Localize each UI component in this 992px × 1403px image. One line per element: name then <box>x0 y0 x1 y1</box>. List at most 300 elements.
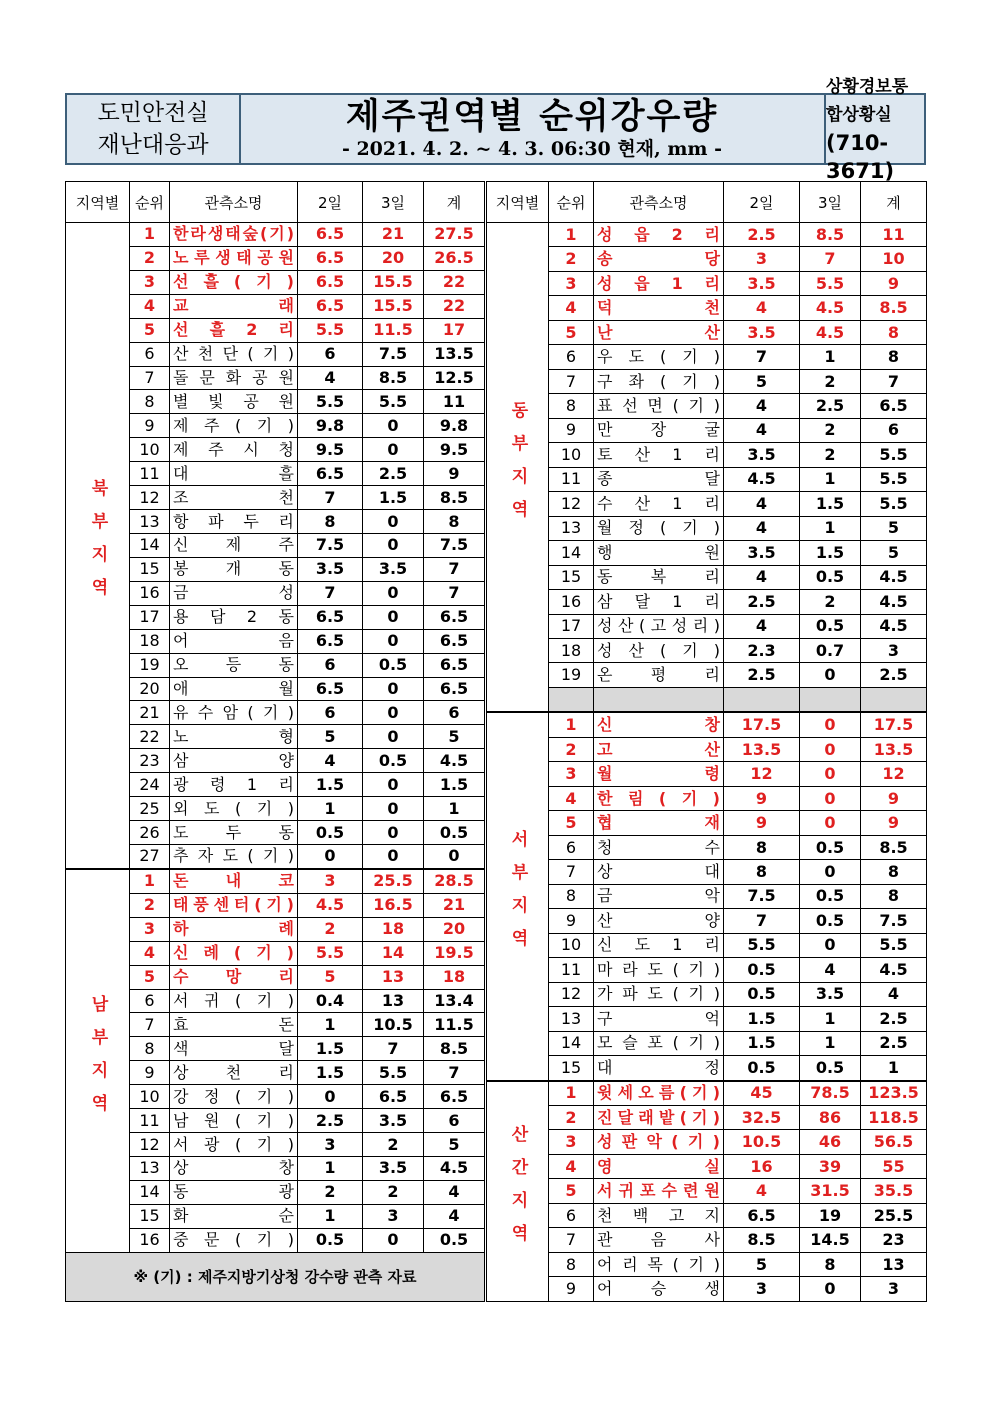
total-value: 4.5 <box>424 1156 485 1180</box>
day2-value: 10.5 <box>724 1130 800 1154</box>
right-rainfall-table <box>486 181 927 1302</box>
day3-value: 10.5 <box>363 1013 424 1037</box>
total-value: 13.5 <box>861 737 927 761</box>
day2-value: 4 <box>298 749 363 773</box>
station-name: 돌 문 화 공 원 <box>173 367 294 387</box>
total-value: 6 <box>424 1109 485 1133</box>
day2-value: 0.5 <box>298 821 363 845</box>
table-row <box>487 982 927 1006</box>
day2-value: 3 <box>724 1277 800 1302</box>
station-name: 봉 개 동 <box>173 559 294 579</box>
day2-value: 5.5 <box>298 390 363 414</box>
rank-cell: 12 <box>549 982 594 1006</box>
rank-cell: 6 <box>549 1203 594 1227</box>
day2-value: 2.5 <box>724 663 800 687</box>
day3-value: 8 <box>800 1252 861 1276</box>
station-name-cell <box>594 296 724 320</box>
day3-value: 3.5 <box>363 1156 424 1180</box>
col-rank: 순위 <box>130 182 170 223</box>
total-value: 17.5 <box>861 712 927 737</box>
station-name: 구 좌 ( 기 ) <box>597 371 720 391</box>
rank-cell: 13 <box>130 510 170 534</box>
rank-cell: 3 <box>549 762 594 786</box>
station-name: 구 억 <box>597 1008 720 1028</box>
rank-cell: 9 <box>130 1061 170 1085</box>
rank-cell: 13 <box>549 516 594 540</box>
station-name: 서 귀 포 수 련 원 <box>597 1181 720 1201</box>
station-name-cell <box>594 933 724 957</box>
station-name: 만 장 굴 <box>597 420 720 440</box>
total-value: 5 <box>861 516 927 540</box>
day2-value: 6.5 <box>298 677 363 701</box>
rank-cell: 8 <box>130 1037 170 1061</box>
day3-value: 0 <box>363 581 424 605</box>
day2-value: 45 <box>724 1081 800 1106</box>
region-label: 산간지역 <box>487 1081 549 1302</box>
day2-value: 0.5 <box>724 1056 800 1081</box>
station-name: 마 라 도 ( 기 ) <box>597 959 720 979</box>
station-name-cell <box>170 1109 298 1133</box>
rank-cell: 3 <box>549 271 594 295</box>
col-station: 관측소명 <box>170 182 298 223</box>
col-region: 지역별 <box>66 182 130 223</box>
station-name: 수 망 리 <box>173 967 294 987</box>
station-name: 삼 달 1 리 <box>597 591 720 611</box>
day3-value: 0 <box>363 414 424 438</box>
rank-cell: 2 <box>130 893 170 917</box>
total-value: 4 <box>861 982 927 1006</box>
day2-value: 2.5 <box>298 1109 363 1133</box>
rank-cell: 2 <box>549 1106 594 1130</box>
day3-value: 2 <box>363 1133 424 1157</box>
rank-cell: 10 <box>549 443 594 467</box>
station-name: 고 산 <box>597 739 720 759</box>
total-value: 20 <box>424 917 485 941</box>
rank-cell: 14 <box>130 1180 170 1204</box>
day2-value: 6.5 <box>298 462 363 486</box>
station-name: 송 당 <box>597 249 720 269</box>
day2-value: 1.5 <box>298 1037 363 1061</box>
office-phone: (710-3671) <box>826 131 895 183</box>
station-name: 성 산 ( 고 성 리 ) <box>597 616 720 636</box>
col-day3: 3일 <box>800 182 861 223</box>
day3-value: 0.5 <box>800 835 861 859</box>
day2-value: 4 <box>724 614 800 638</box>
total-value: 0.5 <box>424 821 485 845</box>
day2-value: 1.5 <box>724 1007 800 1031</box>
blank-cell <box>800 687 861 712</box>
day3-value: 0.5 <box>363 653 424 677</box>
rank-cell: 18 <box>130 629 170 653</box>
rank-cell: 8 <box>549 884 594 908</box>
day2-value: 3 <box>724 247 800 271</box>
day3-value: 1.5 <box>363 486 424 510</box>
left-rainfall-table <box>65 181 485 1302</box>
station-name-cell <box>170 1156 298 1180</box>
total-value: 0 <box>424 844 485 868</box>
table-row <box>487 369 927 393</box>
station-name-cell <box>170 1061 298 1085</box>
station-name: 제 주 시 청 <box>173 439 294 459</box>
region-label: 남부지역 <box>66 869 130 1252</box>
station-name-cell <box>594 1252 724 1276</box>
table-row <box>487 786 927 810</box>
day2-value: 3 <box>298 1133 363 1157</box>
day2-value: 7 <box>298 581 363 605</box>
station-name: 조 천 <box>173 487 294 507</box>
day2-value: 1.5 <box>724 1031 800 1055</box>
day3-value: 11.5 <box>363 318 424 342</box>
blank-row <box>487 687 927 712</box>
rank-cell: 14 <box>130 533 170 557</box>
day2-value: 9.5 <box>298 438 363 462</box>
station-name-cell <box>170 773 298 797</box>
station-name-cell <box>594 590 724 614</box>
day3-value: 0 <box>363 701 424 725</box>
table-row <box>487 712 927 737</box>
station-name: 어 리 목 ( 기 ) <box>597 1254 720 1274</box>
station-name-cell <box>594 247 724 271</box>
table-row <box>487 1106 927 1130</box>
col-total: 계 <box>424 182 485 223</box>
day2-value: 2.5 <box>724 223 800 247</box>
day3-value: 16.5 <box>363 893 424 917</box>
station-name-cell <box>594 909 724 933</box>
station-name-cell <box>170 486 298 510</box>
day3-value: 15.5 <box>363 294 424 318</box>
day2-value: 3.5 <box>724 541 800 565</box>
day2-value: 3.5 <box>724 271 800 295</box>
day2-value: 4.5 <box>724 467 800 491</box>
col-day3: 3일 <box>363 182 424 223</box>
day3-value: 5.5 <box>363 1061 424 1085</box>
station-name-cell <box>170 797 298 821</box>
table-row <box>487 223 927 247</box>
total-value: 5.5 <box>861 467 927 491</box>
table-row <box>487 1179 927 1203</box>
table-row <box>487 835 927 859</box>
day3-value: 1 <box>800 516 861 540</box>
total-value: 5.5 <box>861 443 927 467</box>
station-name-cell <box>594 223 724 247</box>
day2-value: 1.5 <box>298 773 363 797</box>
day2-value: 4 <box>724 565 800 589</box>
station-name: 교 래 <box>173 296 294 316</box>
day2-value: 6.5 <box>724 1203 800 1227</box>
total-value: 26.5 <box>424 246 485 270</box>
station-name: 외 도 ( 기 ) <box>173 798 294 818</box>
station-name: 한 라 생 태 숲 ( 기 ) <box>173 224 294 244</box>
day3-value: 0.5 <box>800 909 861 933</box>
station-name-cell <box>170 246 298 270</box>
station-name-cell <box>170 1085 298 1109</box>
station-name-cell <box>170 414 298 438</box>
day2-value: 1 <box>298 797 363 821</box>
day3-value: 0.5 <box>800 884 861 908</box>
rank-cell: 5 <box>549 811 594 835</box>
station-name-cell <box>170 917 298 941</box>
table-row <box>487 345 927 369</box>
table-row <box>487 811 927 835</box>
footnote-row <box>66 1252 485 1301</box>
total-value: 8.5 <box>861 296 927 320</box>
rank-cell: 9 <box>549 1277 594 1302</box>
station-name: 용 담 2 동 <box>173 607 294 627</box>
rank-cell: 10 <box>549 933 594 957</box>
day2-value: 0.5 <box>724 958 800 982</box>
day3-value: 0 <box>800 663 861 687</box>
station-name-cell <box>594 638 724 662</box>
station-name: 오 등 동 <box>173 655 294 675</box>
station-name: 천 백 고 지 <box>597 1205 720 1225</box>
table-row <box>487 663 927 687</box>
station-name-cell <box>594 271 724 295</box>
footnote: ※ (기) : 제주지방기상청 강수량 관측 자료 <box>66 1252 485 1301</box>
rank-cell: 17 <box>130 605 170 629</box>
day3-value: 1.5 <box>800 492 861 516</box>
station-name: 서 귀 ( 기 ) <box>173 990 294 1010</box>
station-name-cell <box>170 510 298 534</box>
station-name-cell <box>594 811 724 835</box>
rank-cell: 27 <box>130 844 170 868</box>
day3-value: 2 <box>363 1180 424 1204</box>
total-value: 6 <box>861 418 927 442</box>
total-value: 6.5 <box>424 653 485 677</box>
rank-cell: 16 <box>549 590 594 614</box>
day2-value: 0 <box>298 844 363 868</box>
region-label: 동부지역 <box>487 223 549 713</box>
station-name: 성 판 악 ( 기 ) <box>597 1132 720 1152</box>
station-name-cell <box>594 541 724 565</box>
total-value: 0.5 <box>424 1228 485 1252</box>
total-value: 11 <box>424 390 485 414</box>
station-name-cell <box>594 443 724 467</box>
station-name-cell <box>594 958 724 982</box>
table-row <box>487 516 927 540</box>
station-name: 중 문 ( 기 ) <box>173 1230 294 1250</box>
station-name: 성 읍 1 리 <box>597 273 720 293</box>
station-name-cell <box>170 605 298 629</box>
day2-value: 6.5 <box>298 294 363 318</box>
day2-value: 1 <box>298 1013 363 1037</box>
rank-cell: 4 <box>130 294 170 318</box>
total-value: 7.5 <box>424 533 485 557</box>
day3-value: 8.5 <box>800 223 861 247</box>
table-row <box>487 443 927 467</box>
day3-value: 0.7 <box>800 638 861 662</box>
total-value: 9 <box>861 811 927 835</box>
day3-value: 2 <box>800 369 861 393</box>
station-name-cell <box>170 989 298 1013</box>
total-value: 7.5 <box>861 909 927 933</box>
station-name: 진 달 래 밭 ( 기 ) <box>597 1107 720 1127</box>
station-name-cell <box>170 223 298 247</box>
day2-value: 2.3 <box>724 638 800 662</box>
day3-value: 3 <box>363 1204 424 1228</box>
rank-cell: 3 <box>130 270 170 294</box>
station-name-cell <box>594 712 724 737</box>
rank-cell: 5 <box>549 320 594 344</box>
rank-cell: 10 <box>130 1085 170 1109</box>
total-value: 118.5 <box>861 1106 927 1130</box>
rank-cell: 2 <box>549 247 594 271</box>
station-name: 상 창 <box>173 1158 294 1178</box>
table-row <box>487 1007 927 1031</box>
rank-cell: 17 <box>549 614 594 638</box>
day2-value: 4 <box>724 394 800 418</box>
day3-value: 13 <box>363 965 424 989</box>
rank-cell: 15 <box>549 1056 594 1081</box>
station-name-cell <box>594 762 724 786</box>
total-value: 8 <box>861 860 927 884</box>
rank-cell: 3 <box>549 1130 594 1154</box>
total-value: 11 <box>861 223 927 247</box>
station-name-cell <box>594 345 724 369</box>
day2-value: 4 <box>724 492 800 516</box>
day3-value: 0.5 <box>800 614 861 638</box>
day3-value: 78.5 <box>800 1081 861 1106</box>
rank-cell: 7 <box>549 369 594 393</box>
table-row <box>487 884 927 908</box>
station-name: 선 흘 ( 기 ) <box>173 272 294 292</box>
station-name-cell <box>594 516 724 540</box>
total-value: 12.5 <box>424 366 485 390</box>
title-box <box>239 95 825 163</box>
day3-value: 14 <box>363 941 424 965</box>
station-name: 덕 천 <box>597 298 720 318</box>
day3-value: 0 <box>363 821 424 845</box>
day3-value: 0 <box>363 438 424 462</box>
total-value: 7 <box>861 369 927 393</box>
station-name-cell <box>594 1056 724 1081</box>
day2-value: 4 <box>724 1179 800 1203</box>
total-value: 4.5 <box>861 614 927 638</box>
day2-value: 0.5 <box>724 982 800 1006</box>
day3-value: 2 <box>800 418 861 442</box>
day3-value: 5.5 <box>800 271 861 295</box>
station-name-cell <box>594 1228 724 1252</box>
total-value: 23 <box>861 1228 927 1252</box>
rank-cell: 9 <box>549 418 594 442</box>
station-name-cell <box>594 418 724 442</box>
day3-value: 0.5 <box>363 749 424 773</box>
station-name: 추 자 도 ( 기 ) <box>173 846 294 866</box>
day3-value: 86 <box>800 1106 861 1130</box>
station-name-cell <box>170 581 298 605</box>
station-name: 신 례 ( 기 ) <box>173 943 294 963</box>
rank-cell: 22 <box>130 725 170 749</box>
station-name: 별 빛 공 원 <box>173 391 294 411</box>
day2-value: 8.5 <box>724 1228 800 1252</box>
total-value: 5 <box>424 1133 485 1157</box>
total-value: 9.8 <box>424 414 485 438</box>
day2-value: 5.5 <box>298 941 363 965</box>
day2-value: 4 <box>724 516 800 540</box>
day3-value: 6.5 <box>363 1085 424 1109</box>
col-station: 관측소명 <box>594 182 724 223</box>
table-row <box>487 467 927 491</box>
rank-cell: 21 <box>130 701 170 725</box>
day2-value: 7.5 <box>298 533 363 557</box>
day3-value: 0 <box>363 797 424 821</box>
total-value: 25.5 <box>861 1203 927 1227</box>
rank-cell: 15 <box>549 565 594 589</box>
rank-cell: 11 <box>130 1109 170 1133</box>
total-value: 22 <box>424 270 485 294</box>
table-row <box>487 541 927 565</box>
total-value: 2.5 <box>861 1007 927 1031</box>
station-name-cell <box>170 749 298 773</box>
rank-cell: 1 <box>549 223 594 247</box>
rank-cell: 1 <box>549 1081 594 1106</box>
station-name-cell <box>170 1133 298 1157</box>
rank-cell: 13 <box>130 1156 170 1180</box>
day2-value: 6 <box>298 653 363 677</box>
station-name-cell <box>170 294 298 318</box>
day3-value: 1.5 <box>800 541 861 565</box>
rank-cell: 1 <box>549 712 594 737</box>
table-row <box>487 296 927 320</box>
station-name: 어 승 생 <box>597 1279 720 1299</box>
rank-cell: 12 <box>130 1133 170 1157</box>
total-value: 56.5 <box>861 1130 927 1154</box>
day3-value: 0 <box>363 605 424 629</box>
station-name: 효 돈 <box>173 1014 294 1034</box>
station-name-cell <box>594 614 724 638</box>
day2-value: 6.5 <box>298 270 363 294</box>
rank-cell: 4 <box>549 296 594 320</box>
station-name: 표 선 면 ( 기 ) <box>597 396 720 416</box>
table-row <box>66 869 485 893</box>
day3-value: 8.5 <box>363 366 424 390</box>
day2-value: 7.5 <box>724 884 800 908</box>
day3-value: 2.5 <box>363 462 424 486</box>
total-value: 13.5 <box>424 342 485 366</box>
total-value: 9 <box>861 786 927 810</box>
station-name: 화 순 <box>173 1206 294 1226</box>
table-row <box>487 394 927 418</box>
rank-cell: 18 <box>549 638 594 662</box>
total-value: 2.5 <box>861 1031 927 1055</box>
day2-value: 0.5 <box>298 1228 363 1252</box>
day2-value: 1 <box>298 1204 363 1228</box>
station-name: 돈 내 코 <box>173 871 294 891</box>
station-name-cell <box>594 467 724 491</box>
day3-value: 0 <box>800 786 861 810</box>
day2-value: 5.5 <box>724 933 800 957</box>
table-row <box>487 418 927 442</box>
day3-value: 0 <box>363 510 424 534</box>
rank-cell: 11 <box>549 958 594 982</box>
day3-value: 3.5 <box>363 1109 424 1133</box>
station-name: 동 복 리 <box>597 567 720 587</box>
total-value: 8.5 <box>424 486 485 510</box>
rank-cell: 6 <box>549 345 594 369</box>
station-name-cell <box>170 1204 298 1228</box>
table-row <box>487 1203 927 1227</box>
day2-value: 12 <box>724 762 800 786</box>
day2-value: 13.5 <box>724 737 800 761</box>
table-row <box>487 320 927 344</box>
day3-value: 2 <box>800 443 861 467</box>
rank-cell: 23 <box>130 749 170 773</box>
station-name: 종 달 <box>597 469 720 489</box>
total-value: 7 <box>424 581 485 605</box>
rank-cell: 15 <box>130 557 170 581</box>
station-name-cell <box>170 342 298 366</box>
day2-value: 8 <box>298 510 363 534</box>
station-name-cell <box>170 557 298 581</box>
